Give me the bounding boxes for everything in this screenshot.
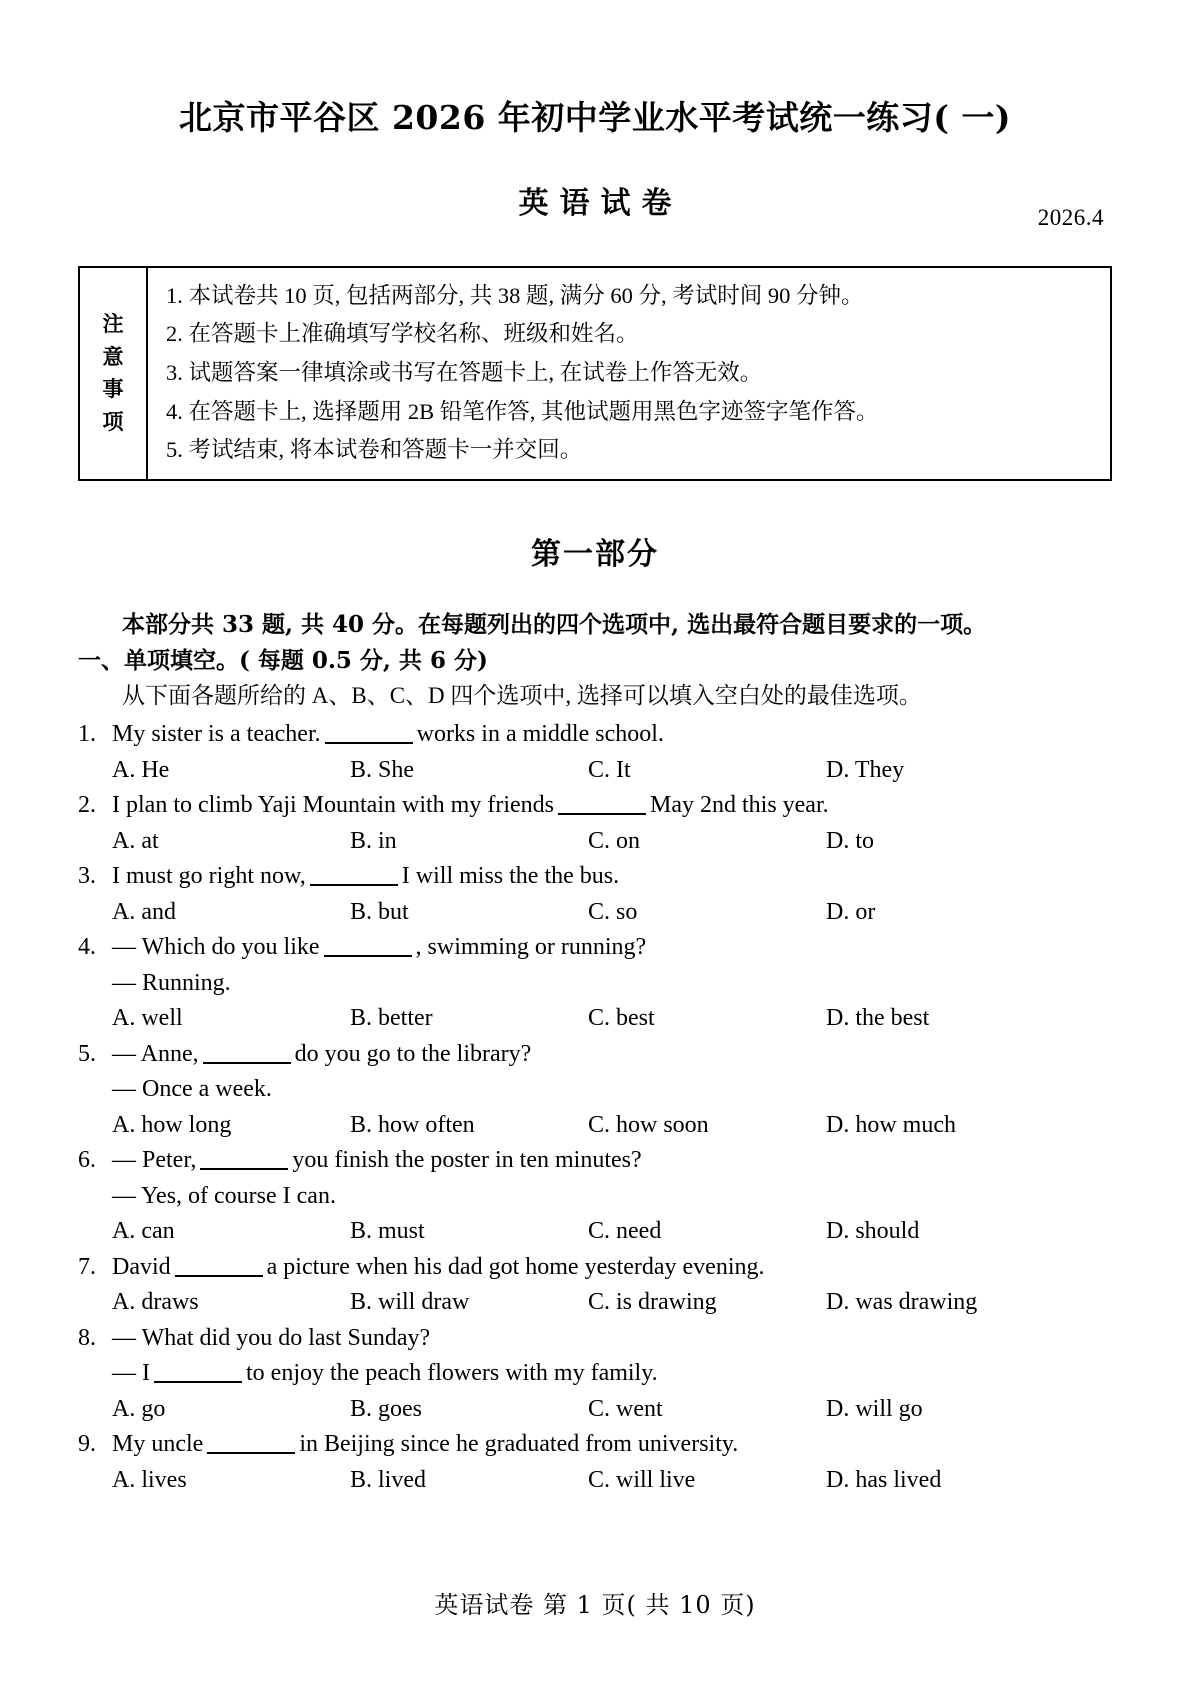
question-line xyxy=(78,1321,1112,1357)
question-text: — Peter, xyxy=(112,1147,197,1174)
answer-option[interactable]: B. in xyxy=(350,827,397,854)
question-text: — Once a week. xyxy=(112,1076,272,1103)
notice-label-char: 意 xyxy=(102,343,124,369)
part-intro: 本部分共 33 题, 共 40 分。在每题列出的四个选项中, 选出最符合题目要求的一项。 xyxy=(122,611,987,639)
exam-date: 2026.4 xyxy=(1037,204,1104,230)
question-text-tail: to enjoy the peach flowers with my family. xyxy=(246,1360,658,1387)
answer-option[interactable]: A. go xyxy=(112,1395,166,1422)
notice-label xyxy=(80,268,148,479)
answer-option[interactable]: C. will live xyxy=(588,1466,696,1493)
option-row xyxy=(78,1285,1112,1321)
notice-label-char: 项 xyxy=(102,408,124,434)
question-number: 8. xyxy=(78,1324,96,1351)
notice-label-char: 注 xyxy=(102,311,124,337)
question-item xyxy=(78,1143,1112,1250)
question-item xyxy=(78,1037,1112,1144)
answer-option[interactable]: A. and xyxy=(112,898,176,925)
notice-item: 4. 在答题卡上, 选择题用 2B 铅笔作答, 其他试题用黑色字迹签字笔作答。 xyxy=(166,398,879,424)
answer-option[interactable]: A. lives xyxy=(112,1466,187,1493)
answer-option[interactable]: D. They xyxy=(826,756,905,783)
question-item xyxy=(78,788,1112,859)
answer-option[interactable]: B. how often xyxy=(350,1111,475,1138)
question-item xyxy=(78,1427,1112,1498)
question-text: My sister is a teacher. xyxy=(112,721,321,748)
question-line xyxy=(78,717,1112,753)
question-text-tail: do you go to the library? xyxy=(294,1040,532,1067)
question-line xyxy=(78,1037,1112,1073)
answer-option[interactable]: D. the best xyxy=(826,1005,930,1032)
question-text-tail: I will miss the the bus. xyxy=(401,863,620,890)
subtitle-row xyxy=(78,178,1112,234)
section-heading: 一、单项填空。( 每题 0.5 分, 共 6 分) xyxy=(78,647,488,675)
question-text: — Yes, of course I can. xyxy=(112,1182,336,1209)
question-text-tail: works in a middle school. xyxy=(416,721,664,748)
question-item xyxy=(78,1321,1112,1428)
section-directions: 从下面各题所给的 A、B、C、D 四个选项中, 选择可以填入空白处的最佳选项。 xyxy=(122,682,922,708)
question-text: David xyxy=(112,1253,171,1280)
notice-item: 2. 在答题卡上准确填写学校名称、班级和姓名。 xyxy=(166,321,639,347)
notice-item: 5. 考试结束, 将本试卷和答题卡一并交回。 xyxy=(166,437,583,463)
answer-option[interactable]: B. but xyxy=(350,898,409,925)
question-text-tail: May 2nd this year. xyxy=(649,792,829,819)
question-text: — I xyxy=(112,1360,150,1387)
answer-option[interactable]: A. at xyxy=(112,827,159,854)
question-text: — Anne, xyxy=(112,1040,199,1067)
question-item xyxy=(78,1250,1112,1321)
answer-option[interactable]: C. need xyxy=(588,1218,662,1245)
question-number: 1. xyxy=(78,721,96,748)
question-text-tail: you finish the poster in ten minutes? xyxy=(292,1147,642,1174)
answer-blank[interactable] xyxy=(175,1275,263,1277)
question-text-tail: in Beijing since he graduated from university. xyxy=(299,1431,739,1458)
option-row xyxy=(78,895,1112,931)
notice-label-char: 事 xyxy=(102,376,124,402)
answer-option[interactable]: D. or xyxy=(826,898,876,925)
question-text-tail: , swimming or running? xyxy=(415,934,647,961)
option-row xyxy=(78,753,1112,789)
answer-option[interactable]: D. should xyxy=(826,1218,920,1245)
answer-blank[interactable] xyxy=(558,813,646,815)
notice-item: 1. 本试卷共 10 页, 包括两部分, 共 38 题, 满分 60 分, 考试时间 90 分钟。 xyxy=(166,282,864,308)
answer-option[interactable]: B. better xyxy=(350,1005,433,1032)
answer-option[interactable]: A. draws xyxy=(112,1289,199,1316)
answer-option[interactable]: A. can xyxy=(112,1218,175,1245)
question-number: 9. xyxy=(78,1431,96,1458)
answer-option[interactable]: B. will draw xyxy=(350,1289,470,1316)
answer-blank[interactable] xyxy=(207,1452,295,1454)
option-row xyxy=(78,1108,1112,1144)
question-number: 4. xyxy=(78,934,96,961)
option-row xyxy=(78,1392,1112,1428)
question-number: 5. xyxy=(78,1040,96,1067)
answer-option[interactable]: C. It xyxy=(588,756,631,783)
answer-option[interactable]: A. well xyxy=(112,1005,183,1032)
notice-item: 3. 试题答案一律填涂或书写在答题卡上, 在试卷上作答无效。 xyxy=(166,359,763,385)
question-item xyxy=(78,717,1112,788)
notice-box xyxy=(78,266,1112,481)
question-line xyxy=(78,966,1112,1002)
question-line xyxy=(78,930,1112,966)
answer-blank[interactable] xyxy=(203,1062,291,1064)
question-line xyxy=(78,1179,1112,1215)
option-row xyxy=(78,1463,1112,1499)
question-number: 3. xyxy=(78,863,96,890)
question-line xyxy=(78,788,1112,824)
option-row xyxy=(78,1001,1112,1037)
question-text: I must go right now, xyxy=(112,863,306,890)
part-heading: 第一部分 xyxy=(531,537,659,573)
answer-option[interactable]: C. is drawing xyxy=(588,1289,717,1316)
answer-option[interactable]: C. so xyxy=(588,898,638,925)
question-item xyxy=(78,859,1112,930)
page-footer: 英语试卷 第 1 页( 共 10 页) xyxy=(434,1591,756,1619)
question-number: 7. xyxy=(78,1253,96,1280)
question-number: 2. xyxy=(78,792,96,819)
answer-option[interactable]: C. best xyxy=(588,1005,655,1032)
answer-option[interactable]: D. how much xyxy=(826,1111,956,1138)
question-line xyxy=(78,859,1112,895)
question-text: — Which do you like xyxy=(112,934,320,961)
answer-option[interactable]: C. how soon xyxy=(588,1111,709,1138)
answer-option[interactable]: B. goes xyxy=(350,1395,422,1422)
answer-blank[interactable] xyxy=(310,884,398,886)
page-title: 北京市平谷区 2026 年初中学业水平考试统一练习( 一) xyxy=(178,98,1012,137)
answer-option[interactable]: C. on xyxy=(588,827,641,854)
question-line xyxy=(78,1250,1112,1286)
answer-blank[interactable] xyxy=(325,742,413,744)
notice-items xyxy=(148,268,1110,479)
question-text: I plan to climb Yaji Mountain with my friends xyxy=(112,792,554,819)
answer-option[interactable]: A. He xyxy=(112,756,170,783)
question-list xyxy=(78,717,1112,1498)
answer-option[interactable]: D. has lived xyxy=(826,1466,942,1493)
answer-option[interactable]: A. how long xyxy=(112,1111,232,1138)
answer-blank[interactable] xyxy=(324,955,412,957)
option-row xyxy=(78,824,1112,860)
option-row xyxy=(78,1214,1112,1250)
question-text: — What did you do last Sunday? xyxy=(112,1324,431,1351)
question-number: 6. xyxy=(78,1147,96,1174)
question-text: My uncle xyxy=(112,1431,204,1458)
question-line xyxy=(78,1143,1112,1179)
answer-option[interactable]: D. was drawing xyxy=(826,1289,978,1316)
answer-option[interactable]: D. to xyxy=(826,827,874,854)
answer-blank[interactable] xyxy=(154,1381,242,1383)
question-line xyxy=(78,1072,1112,1108)
question-text: — Running. xyxy=(112,969,231,996)
question-line xyxy=(78,1427,1112,1463)
answer-option[interactable]: C. went xyxy=(588,1395,663,1422)
question-item xyxy=(78,930,1112,1037)
answer-option[interactable]: B. She xyxy=(350,756,415,783)
question-line xyxy=(78,1356,1112,1392)
answer-blank[interactable] xyxy=(200,1168,288,1170)
subject-title: 英语试卷 xyxy=(518,185,683,221)
answer-option[interactable]: B. lived xyxy=(350,1466,426,1493)
question-text-tail: a picture when his dad got home yesterday evening. xyxy=(266,1253,765,1280)
answer-option[interactable]: D. will go xyxy=(826,1395,923,1422)
answer-option[interactable]: B. must xyxy=(350,1218,425,1245)
